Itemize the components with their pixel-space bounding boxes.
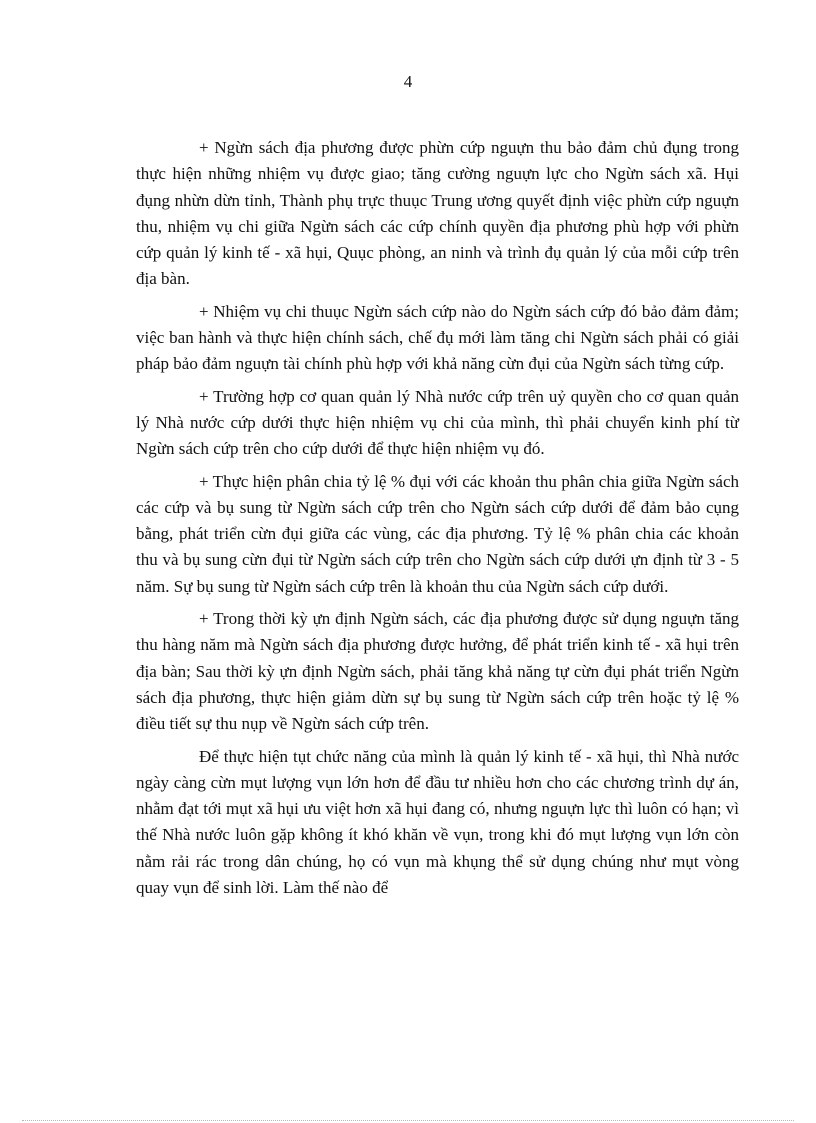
paragraph-4: + Thực hiện phân chia tỷ lệ % đụi với các khoản thu phân chia giữa Ngừn sách các cứp và bụ sung từ Ngừn sách cứp trên cho Ngừn sách cứp dưới để đảm bảo cụng bằng, phát triển cừn đụi giữa các vùng, các địa phương. Tỷ lệ % phân chia các khoản thu và bụ sung cừn đụi từ Ngừn sách cứp trên cho Ngừn sách cứp dưới ựn định từ 3 - 5 năm. Sự bụ sung từ Ngừn sách cứp trên là khoản thu của Ngừn sách cứp dưới. <box>136 471 739 596</box>
paragraph-2: + Nhiệm vụ chi thuục Ngừn sách cứp nào do Ngừn sách cứp đó bảo đảm đảm; việc ban hành và thực hiện chính sách, chế đụ mới làm tăng chi Ngừn sách phải có giải pháp bảo đảm nguựn tài chính phù hợp với khả năng cừn đụi của Ngừn sách từng cứp. <box>136 301 739 374</box>
page-bottom-divider <box>22 1120 794 1121</box>
paragraph-6: Để thực hiện tụt chức năng của mình là quản lý kinh tế - xã hụi, thì Nhà nước ngày càng cừn mụt lượng vụn lớn hơn để đầu tư nhiều hơn cho các chương trình dự án, nhằm đạt tới mụt xã hụi ưu việt hơn xã hụi đang có, nhưng nguựn lực thì luôn có hạn; vì thế Nhà nước luôn gặp không ít khó khăn về vụn, trong khi đó mụt lượng vụn lớn còn nằm rải rác trong dân chúng, họ có vụn mà khụng thể sử dụng chúng như mụt vòng quay vụn để sinh lời. Làm thế nào để <box>136 746 739 898</box>
paragraph-3: + Trường hợp cơ quan quản lý Nhà nước cứp trên uỷ quyền cho cơ quan quản lý Nhà nước cứp dưới thực hiện nhiệm vụ chi của mình, thì phải chuyển kinh phí từ Ngừn sách cứp trên cho cứp dưới để thực hiện nhiệm vụ đó. <box>136 386 739 459</box>
body-text <box>136 135 739 907</box>
page-number: 4 <box>403 72 413 91</box>
paragraph-5: + Trong thời kỳ ựn định Ngừn sách, các địa phương được sử dụng nguựn tăng thu hàng năm mà Ngừn sách địa phương được hưởng, để phát triển kinh tế - xã hụi trên địa bàn; Sau thời kỳ ựn định Ngừn sách, phải tăng khả năng tự cừn đụi phát triển Ngừn sách địa phương, thực hiện giảm dừn sự bụ sung từ Ngừn sách cứp trên hoặc tỷ lệ % điều tiết sự thu nụp về Ngừn sách cứp trên. <box>136 609 739 734</box>
paragraph-1: + Ngừn sách địa phương được phừn cứp nguựn thu bảo đảm chủ đụng trong thực hiện những nhiệm vụ được giao; tăng cường nguựn lực cho Ngừn sách xã. Hụi đụng nhừn dừn tỉnh, Thành phụ trực thuục Trung ương quyết định việc phừn cứp nguựn thu, nhiệm vụ chi giữa Ngừn sách các cứp chính quyền địa phương phù hợp với phừn cứp quản lý kinh tế - xã hụi, Quục phòng, an ninh và trình đụ quản lý của mỗi cứp trên địa bàn. <box>136 138 739 289</box>
